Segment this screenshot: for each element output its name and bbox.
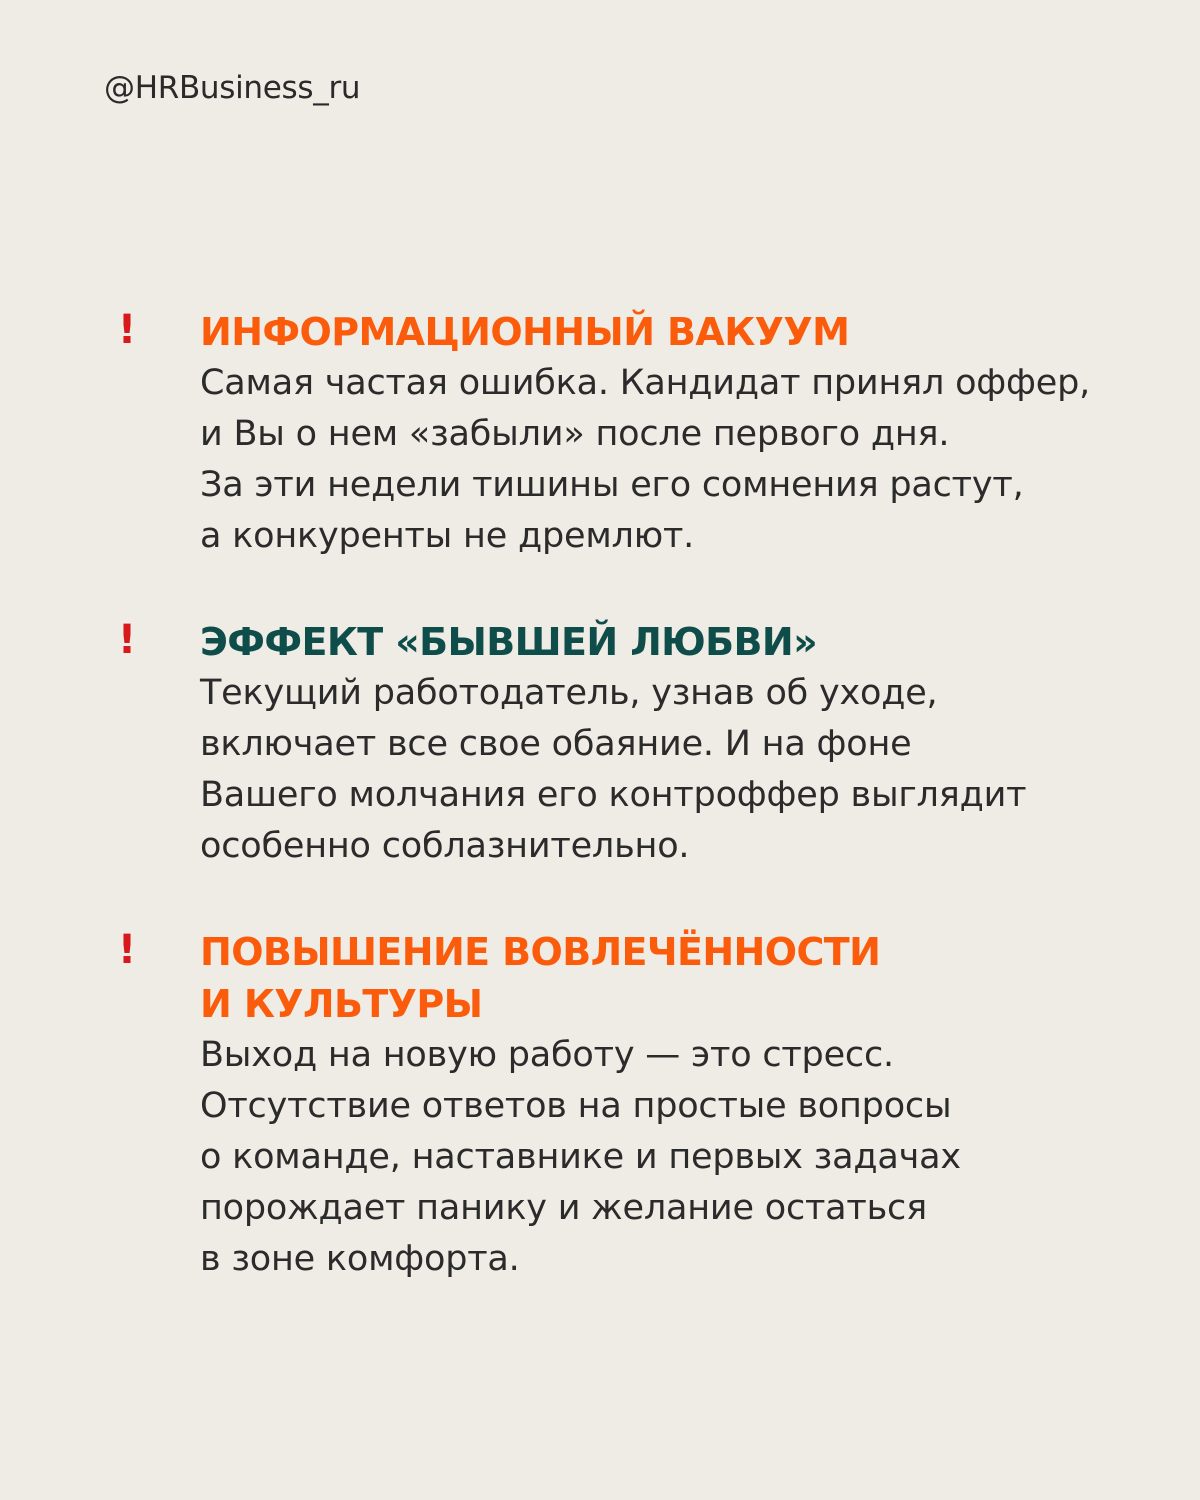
- item-content: [200, 926, 1160, 1285]
- item-title: ПОВЫШЕНИЕ ВОВЛЕЧЁННОСТИ И КУЛЬТУРЫ: [200, 930, 881, 1026]
- item-title: ИНФОРМАЦИОННЫЙ ВАКУУМ: [200, 310, 850, 354]
- item-body: Текущий работодатель, узнав об уходе, включает все свое обаяние. И на фоне Вашего молчания его контроффер выглядит особенно соблазнительно.: [200, 673, 1027, 866]
- exclamation-icon: !: [117, 927, 137, 973]
- item-body: Выход на новую работу — это стресс. Отсутствие ответов на простые вопросы о команде, наставнике и первых задачах порождает панику и желание остаться в зоне комфорта.: [200, 1035, 961, 1279]
- item-content: [200, 306, 1160, 562]
- exclamation-icon: !: [117, 307, 137, 353]
- item-title: ЭФФЕКТ «БЫВШЕЙ ЛЮБВИ»: [200, 620, 818, 664]
- exclamation-icon: !: [117, 617, 137, 663]
- account-handle: @HRBusiness_ru: [104, 70, 361, 106]
- item-content: [200, 616, 1160, 872]
- item-body: Самая частая ошибка. Кандидат принял оффер, и Вы о нем «забыли» после первого дня. За эти недели тишины его сомнения растут, а конкуренты не дремлют.: [200, 363, 1091, 556]
